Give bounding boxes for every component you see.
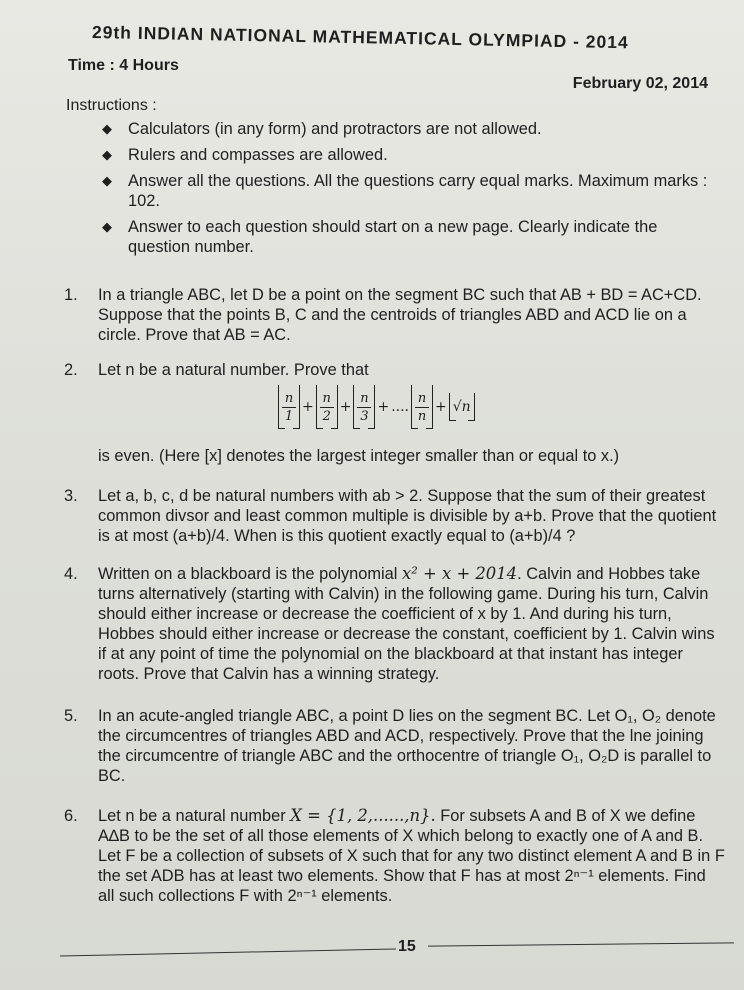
floor-term: $\frac{n}{1}$: [278, 385, 300, 429]
instruction-item: ◆ Answer all the questions. All the questions carry equal marks. Maximum marks : 102.: [102, 172, 708, 210]
question-4: [64, 564, 726, 684]
instruction-item: ◆ Rulers and compasses are allowed.: [102, 146, 388, 164]
polynomial: x² + x + 2014: [402, 564, 518, 583]
instruction-item: ◆ Calculators (in any form) and protractors are not allowed.: [102, 120, 542, 138]
question-number: 2.: [64, 361, 78, 379]
floor-sum-formula: $\frac{n}{1}$ + $\frac{n}{2}$ + $\frac{n}{3}$ + .... $\frac{n}{n}$ + √n: [278, 385, 475, 429]
question-text: Written on a blackboard is the polynomial x² + x + 2014. Calvin and Hobbes take turns alternatively (starting with Calvin) in the following game. During his turn, Calvin should either increase or decrease the coefficient of x by 1. And during his turn, Hobbes should either increase or decrease the constant, coefficient by 1. Calvin wins if at any point of time the polynomial on the blackboard at that instant has integer roots. Prove that Calvin has a winning strategy.: [98, 564, 715, 683]
question-text: In an acute-angled triangle ABC, a point D lies on the segment BC. Let O₁, O₂ denote the circumcentres of triangles ABD and ACD, respectively. Prove that the lne joining the circumcentre of triangle ABC and the orthocentre of triangle O₁, O₂D is parallel to BC.: [98, 707, 716, 785]
question-6: [64, 806, 726, 906]
bullet-icon: ◆: [102, 173, 112, 188]
question-text: Let n be a natural number. Prove that: [98, 361, 369, 379]
question-2: [64, 360, 726, 380]
exam-date: February 02, 2014: [572, 75, 708, 92]
question-5: [64, 706, 726, 786]
page-footer: [0, 936, 744, 976]
question-number: 1.: [64, 286, 78, 304]
bullet-icon: ◆: [102, 147, 112, 162]
question-number: 3.: [64, 487, 78, 505]
bullet-icon: ◆: [102, 219, 112, 234]
floor-term: $\frac{n}{3}$: [353, 385, 375, 429]
instruction-item: ◆ Answer to each question should start on a new page. Clearly indicate the question number.: [102, 218, 658, 256]
bullet-icon: ◆: [102, 121, 112, 136]
question-text: In a triangle ABC, let D be a point on the segment BC such that AB + BD = AC+CD. Suppose that the points B, C and the centroids of triangles ABD and ACD lie on a circle. Prove that AB = AC.: [98, 286, 702, 344]
question-2-continuation: [64, 446, 726, 466]
page-number: 15: [398, 938, 416, 955]
question-number: 5.: [64, 707, 78, 725]
question-text: is even. (Here [x] denotes the largest integer smaller than or equal to x.): [98, 447, 620, 465]
instructions-heading: Instructions :: [66, 97, 157, 114]
question-3: [64, 486, 726, 546]
floor-term: $\frac{n}{2}$: [316, 385, 338, 429]
question-number: 6.: [64, 807, 78, 825]
instructions-list: [96, 119, 722, 263]
exam-duration: Time : 4 Hours: [68, 57, 179, 74]
floor-term: $\frac{n}{n}$: [411, 385, 433, 429]
footer-rule-right: [428, 942, 734, 946]
question-text: Let n be a natural number X = {1, 2,......,n}. For subsets A and B of X we define A∆B to be the set of all those elements of X which belong to exactly one of A and B. Let F be a collection of subsets of X such that for any two distinct element A and B in F the set ADB has at least two elements. Show that F has at most 2ⁿ⁻¹ elements. Find all such collections F with 2ⁿ⁻¹ elements.: [98, 806, 725, 905]
exam-title: 29th INDIAN NATIONAL MATHEMATICAL OLYMPIAD - 2014: [91, 22, 629, 53]
footer-rule-left: [60, 948, 396, 956]
set-definition: X = {1, 2,......,n}.: [290, 806, 436, 825]
floor-sqrt-term: √n: [449, 393, 475, 421]
question-number: 4.: [64, 565, 78, 583]
question-1: [64, 285, 726, 345]
question-text: Let a, b, c, d be natural numbers with ab > 2. Suppose that the sum of their greatest common divsor and least common multiple is divisible by a+b. Prove that the quotient is at most (a+b)/4. When is this quotient exactly equal to (a+b)/4 ?: [98, 487, 717, 545]
